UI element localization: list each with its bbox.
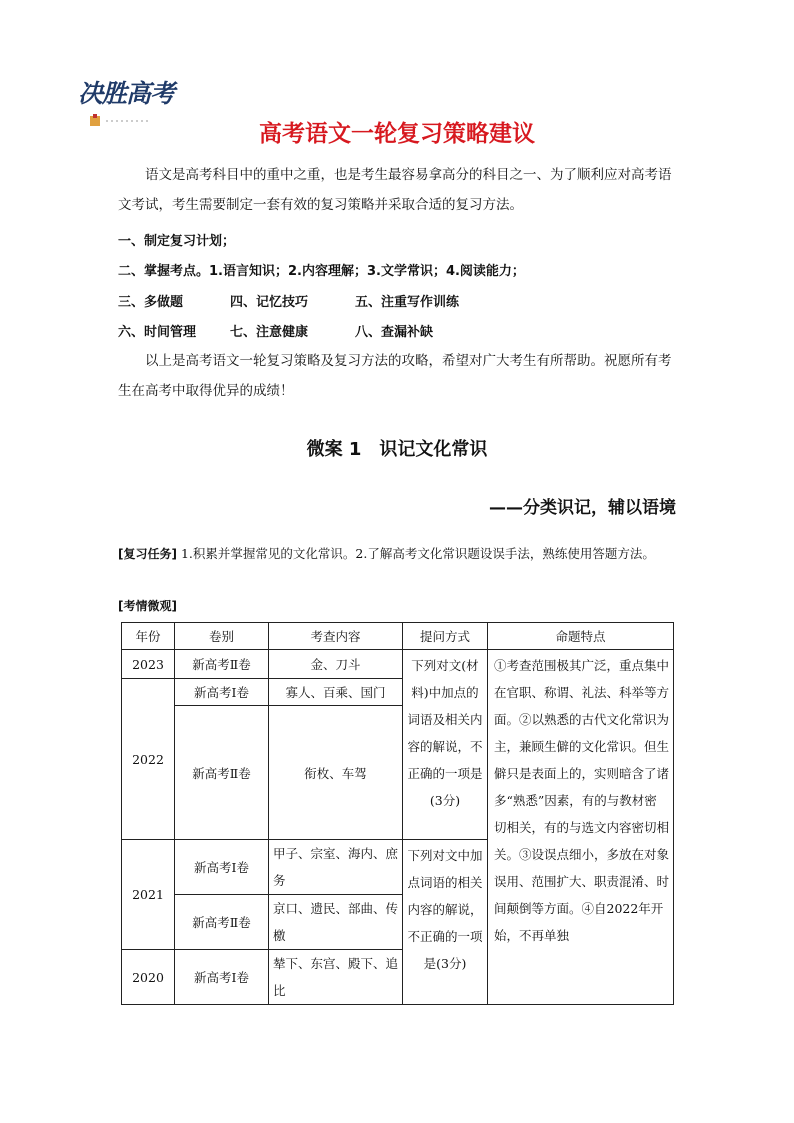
exam-table [121, 622, 674, 1005]
content-cell: 辇下、东宫、殿下、追比 [269, 950, 403, 1005]
paper-cell: 新高考Ⅱ卷 [175, 895, 269, 950]
step-eight: 八、查漏补缺 [355, 325, 434, 340]
paper-cell: 新高考Ⅰ卷 [175, 950, 269, 1005]
format-cell: 下列对文中加点词语的相关内容的解说，不正确的一项是(3分) [403, 840, 488, 1005]
step-two: 二、掌握考点。1.语言知识；2.内容理解；3.文学常识；4.阅读能力； [118, 264, 525, 279]
kq-label: [考情微观] [118, 599, 177, 613]
year-cell: 2021 [122, 840, 175, 950]
steps-row-4 [118, 321, 433, 340]
table-header-row [122, 623, 674, 650]
header-year: 年份 [122, 623, 175, 650]
logo-text: 决胜高考 [78, 79, 175, 108]
year-cell: 2022 [122, 679, 175, 840]
step-three: 三、多做题 [118, 295, 184, 310]
section-subtitle: ——分类识记，辅以语境 [489, 498, 676, 518]
step-four: 四、记忆技巧 [230, 295, 309, 310]
content-cell: 金、刀斗 [269, 650, 403, 679]
task-text: 1.积累并掌握常见的文化常识。2.了解高考文化常识题设误手法，熟练使用答题方法。 [180, 546, 655, 561]
paper-cell: 新高考Ⅰ卷 [175, 679, 269, 706]
intro-paragraph: 语文是高考科目中的重中之重，也是考生最容易拿高分的科目之一、为了顺利应对高考语文考试，考生需要制定一套有效的复习策略并采取合适的复习方法。 [118, 167, 672, 213]
content-cell: 甲子、宗室、海内、庶务 [269, 840, 403, 895]
header-content: 考查内容 [269, 623, 403, 650]
steps-row-3 [118, 291, 459, 310]
step-five: 五、注重写作训练 [355, 295, 460, 310]
content-cell: 衔枚、车驾 [269, 706, 403, 840]
header-features: 命题特点 [488, 623, 674, 650]
step-six: 六、时间管理 [118, 325, 197, 340]
step-one: 一、制定复习计划； [118, 234, 236, 249]
table-row [122, 650, 674, 679]
closing-paragraph: 以上是高考语文一轮复习策略及复习方法的攻略，希望对广大考生有所帮助。祝愿所有考生在高考中取得优异的成绩！ [118, 353, 672, 399]
header-format: 提问方式 [403, 623, 488, 650]
paper-cell: 新高考Ⅱ卷 [175, 650, 269, 679]
section-title: 微案 1 识记文化常识 [306, 439, 488, 460]
year-cell: 2020 [122, 950, 175, 1005]
features-cell: ①考查范围极其广泛，重点集中在官职、称谓、礼法、科举等方面。②以熟悉的古代文化常识为主，兼顾生僻的文化常识。但生僻只是表面上的，实则暗含了诸多“熟悉”因素，有的与教材密切相关，有的与选文内容密切相关。③设误点细小，多放在对象误用、范围扩大、职责混淆、时间颠倒等方面。④自2022年开始，不再单独 [488, 650, 674, 1005]
format-cell: 下列对文(材料)中加点的词语及相关内容的解说，不正确的一项是(3分) [403, 650, 488, 840]
header-paper: 卷别 [175, 623, 269, 650]
content-cell: 京口、遗民、部曲、传檄 [269, 895, 403, 950]
task-label: [复习任务] [118, 547, 177, 561]
content-cell: 寡人、百乘、国门 [269, 679, 403, 706]
paper-cell: 新高考Ⅰ卷 [175, 840, 269, 895]
year-cell: 2023 [122, 650, 175, 679]
review-task [118, 541, 680, 567]
paper-cell: 新高考Ⅱ卷 [175, 706, 269, 840]
step-seven: 七、注意健康 [230, 325, 309, 340]
page-title: 高考语文一轮复习策略建议 [259, 121, 535, 147]
